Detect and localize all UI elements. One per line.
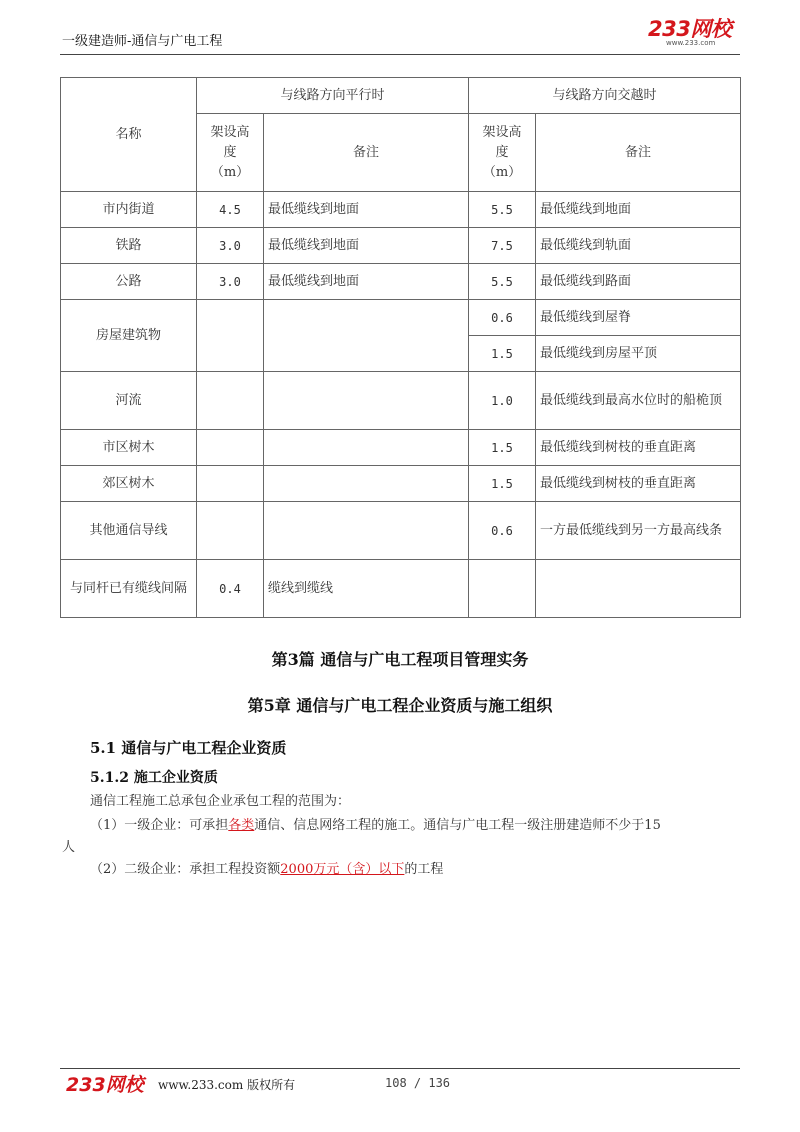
cross-height: 0.6 xyxy=(469,502,536,560)
logo-url: www.233.com xyxy=(666,39,716,47)
footer-divider xyxy=(60,1068,740,1069)
col-height-line1: 架设高 xyxy=(210,124,250,140)
table-row xyxy=(61,466,741,502)
parallel-height xyxy=(197,466,264,502)
cross-height xyxy=(469,560,536,618)
section-title: 5.1 通信与广电工程企业资质 xyxy=(90,739,287,757)
col-height-header-parallel xyxy=(197,114,264,192)
parallel-height xyxy=(197,300,264,372)
text-run: （2）二级企业：承担工程投资额 xyxy=(90,862,281,877)
row-name: 郊区树木 xyxy=(61,466,197,502)
parallel-height xyxy=(197,430,264,466)
group-cross-header: 与线路方向交越时 xyxy=(469,78,741,114)
parallel-note: 最低缆线到地面 xyxy=(264,264,469,300)
parallel-note: 最低缆线到地面 xyxy=(264,192,469,228)
text-run: 通信、信息网络工程的施工。通信与广电工程一级注册建造师不少于15 xyxy=(254,818,661,833)
parallel-note xyxy=(264,502,469,560)
parallel-height: 4.5 xyxy=(197,192,264,228)
table-row xyxy=(61,228,741,264)
brand-logo xyxy=(648,18,738,48)
header-title: 一级建造师-通信与广电工程 xyxy=(62,34,223,49)
parallel-note xyxy=(264,372,469,430)
cross-height: 5.5 xyxy=(469,264,536,300)
parallel-height: 3.0 xyxy=(197,228,264,264)
col-note-header-parallel: 备注 xyxy=(264,114,469,192)
part-title: 第3篇 通信与广电工程项目管理实务 xyxy=(271,650,529,669)
cross-note: 最低缆线到地面 xyxy=(536,192,741,228)
parallel-note xyxy=(264,430,469,466)
table-row xyxy=(61,192,741,228)
col-height-line3: （m） xyxy=(482,164,522,180)
cross-note: 最低缆线到屋脊 xyxy=(536,300,741,336)
row-name: 与同杆已有缆线间隔 xyxy=(61,560,197,618)
cross-height: 1.5 xyxy=(469,430,536,466)
text-run: （1）一级企业：可承担 xyxy=(90,818,229,833)
parallel-height: 0.4 xyxy=(197,560,264,618)
parallel-height: 3.0 xyxy=(197,264,264,300)
row-name: 公路 xyxy=(61,264,197,300)
cross-height: 1.5 xyxy=(469,466,536,502)
row-name: 房屋建筑物 xyxy=(61,300,197,372)
page-number: 108 / 136 xyxy=(385,1076,451,1090)
parallel-note xyxy=(264,466,469,502)
paragraph-scope: 通信工程施工总承包企业承包工程的范围为： xyxy=(90,794,351,809)
chapter-title: 第5章 通信与广电工程企业资质与施工组织 xyxy=(247,696,553,715)
paragraph-first-grade xyxy=(90,815,661,837)
cross-note: 最低缆线到树枝的垂直距离 xyxy=(536,430,741,466)
col-height-line1: 架设高 xyxy=(482,124,522,140)
cross-note: 最低缆线到树枝的垂直距离 xyxy=(536,466,741,502)
row-name: 铁路 xyxy=(61,228,197,264)
parallel-note xyxy=(264,300,469,372)
logo-text: 233网校 xyxy=(648,17,732,41)
table-row xyxy=(61,560,741,618)
col-height-line3: （m） xyxy=(210,164,250,180)
cross-note: 最低缆线到轨面 xyxy=(536,228,741,264)
table-row xyxy=(61,264,741,300)
cross-note: 最低缆线到最高水位时的船桅顶 xyxy=(536,372,741,430)
parallel-note: 缆线到缆线 xyxy=(264,560,469,618)
highlight-text: 2000万元（含）以下 xyxy=(280,862,405,877)
header-divider xyxy=(60,54,740,55)
col-name-header: 名称 xyxy=(61,78,197,192)
parallel-note: 最低缆线到地面 xyxy=(264,228,469,264)
parallel-height xyxy=(197,502,264,560)
col-height-line2: 度 xyxy=(223,144,237,160)
cross-height: 5.5 xyxy=(469,192,536,228)
cross-note: 最低缆线到房屋平顶 xyxy=(536,336,741,372)
table-row xyxy=(61,300,741,336)
table-row xyxy=(61,502,741,560)
text-run: 的工程 xyxy=(404,862,444,877)
highlight-text: 各类 xyxy=(228,818,255,833)
group-parallel-header: 与线路方向平行时 xyxy=(197,78,469,114)
cross-height: 7.5 xyxy=(469,228,536,264)
cross-height: 1.0 xyxy=(469,372,536,430)
parallel-height xyxy=(197,372,264,430)
cross-height: 0.6 xyxy=(469,300,536,336)
row-name: 市内街道 xyxy=(61,192,197,228)
row-name: 河流 xyxy=(61,372,197,430)
cross-height: 1.5 xyxy=(469,336,536,372)
cross-note xyxy=(536,560,741,618)
paragraph-first-grade-cont: 人 xyxy=(62,840,76,855)
row-name: 其他通信导线 xyxy=(61,502,197,560)
col-note-header-cross: 备注 xyxy=(536,114,741,192)
cross-note: 一方最低缆线到另一方最高线条 xyxy=(536,502,741,560)
table-row xyxy=(61,430,741,466)
cross-note: 最低缆线到路面 xyxy=(536,264,741,300)
clearance-table xyxy=(60,77,741,618)
footer-copyright: www.233.com 版权所有 xyxy=(158,1078,296,1092)
col-height-line2: 度 xyxy=(495,144,509,160)
footer-logo: 233网校 xyxy=(66,1074,144,1096)
subsection-title: 5.1.2 施工企业资质 xyxy=(90,770,218,786)
row-name: 市区树木 xyxy=(61,430,197,466)
col-height-header-cross xyxy=(469,114,536,192)
paragraph-second-grade xyxy=(90,859,443,881)
table-row xyxy=(61,372,741,430)
